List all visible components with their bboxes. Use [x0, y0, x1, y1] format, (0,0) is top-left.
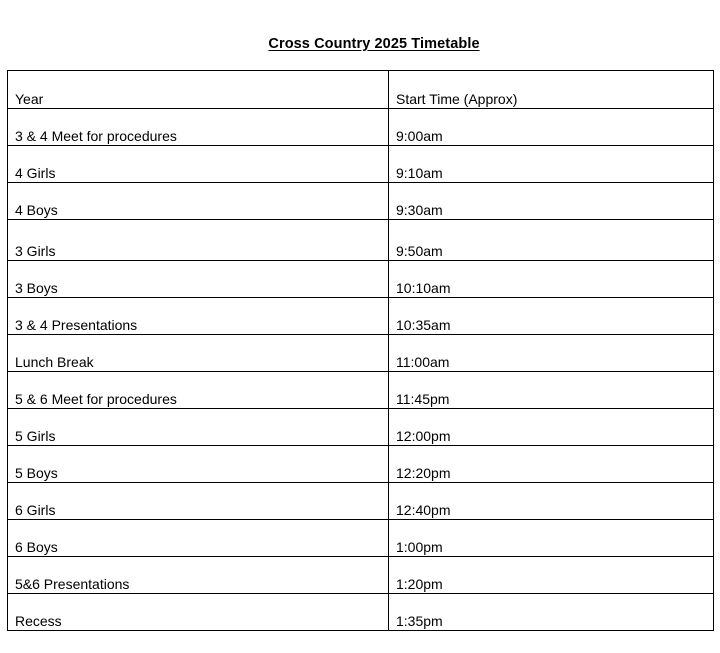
cell-event: Lunch Break — [8, 335, 389, 372]
header-year: Year — [8, 71, 389, 109]
cell-event: 3 & 4 Meet for procedures — [8, 109, 389, 146]
cell-event: 5&6 Presentations — [8, 557, 389, 594]
cell-time: 12:20pm — [389, 446, 714, 483]
cell-time: 9:10am — [389, 146, 714, 183]
document-title: Cross Country 2025 Timetable — [268, 36, 480, 52]
cell-time: 9:50am — [389, 220, 714, 261]
cell-event: 5 & 6 Meet for procedures — [8, 372, 389, 409]
table-row — [8, 298, 714, 335]
cell-time: 12:00pm — [389, 409, 714, 446]
table-row — [8, 261, 714, 298]
table-row — [8, 446, 714, 483]
cell-time: 11:00am — [389, 335, 714, 372]
cell-time: 10:35am — [389, 298, 714, 335]
cell-event: 6 Boys — [8, 520, 389, 557]
cell-event: 3 Boys — [8, 261, 389, 298]
table-row — [8, 520, 714, 557]
table-header-row — [8, 71, 714, 109]
timetable — [7, 70, 714, 631]
table-row — [8, 409, 714, 446]
cell-time: 10:10am — [389, 261, 714, 298]
table-row — [8, 220, 714, 261]
cell-time: 12:40pm — [389, 483, 714, 520]
table-row — [8, 109, 714, 146]
cell-time: 1:00pm — [389, 520, 714, 557]
cell-event: 5 Boys — [8, 446, 389, 483]
cell-event: 4 Boys — [8, 183, 389, 220]
cell-time: 11:45pm — [389, 372, 714, 409]
table-row — [8, 483, 714, 520]
table-row — [8, 594, 714, 631]
cell-event: Recess — [8, 594, 389, 631]
table-row — [8, 183, 714, 220]
cell-event: 6 Girls — [8, 483, 389, 520]
cell-event: 3 Girls — [8, 220, 389, 261]
cell-time: 9:00am — [389, 109, 714, 146]
cell-time: 9:30am — [389, 183, 714, 220]
cell-event: 4 Girls — [8, 146, 389, 183]
cell-time: 1:35pm — [389, 594, 714, 631]
cell-event: 3 & 4 Presentations — [8, 298, 389, 335]
table-row — [8, 335, 714, 372]
cell-event: 5 Girls — [8, 409, 389, 446]
header-start-time: Start Time (Approx) — [389, 71, 714, 109]
table-row — [8, 146, 714, 183]
table-row — [8, 557, 714, 594]
cell-time: 1:20pm — [389, 557, 714, 594]
table-row — [8, 372, 714, 409]
